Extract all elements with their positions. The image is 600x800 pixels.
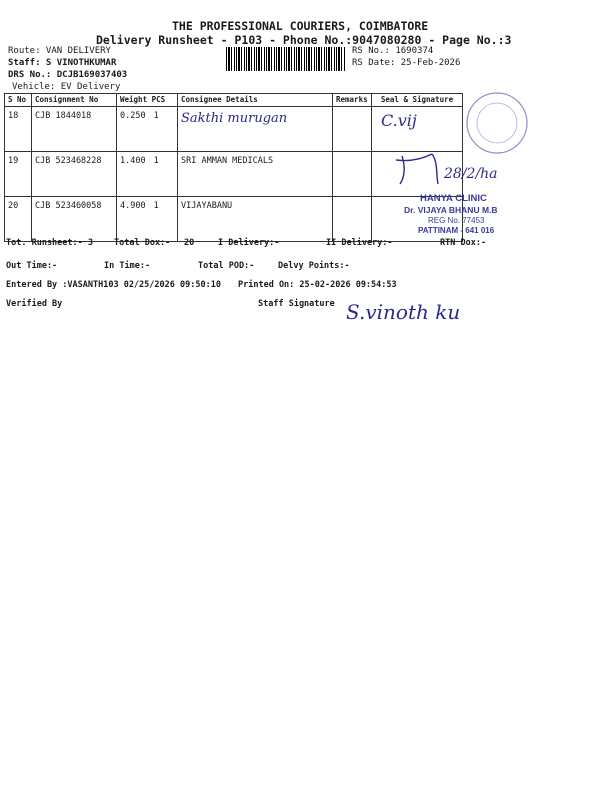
ii-delivery: II Delivery:- — [326, 238, 393, 248]
cell-weight: 4.900 — [120, 201, 146, 211]
round-seal — [462, 88, 532, 158]
staff-signature: S.vinoth ku — [346, 300, 461, 324]
handwritten-consignee: Sakthi murugan — [181, 111, 288, 126]
cell-consignee: VIJAYABANU — [178, 197, 333, 242]
col-seal-signature: Seal & Signature — [372, 94, 463, 107]
cell-weight-pcs — [117, 197, 178, 242]
cell-pcs: 1 — [153, 111, 159, 121]
barcode — [226, 47, 346, 71]
cell-consignee — [178, 107, 333, 152]
cell-consignee: SRI AMMAN MEDICALS — [178, 152, 333, 197]
rs-no: RS No.: 1690374 — [352, 46, 434, 56]
col-consignment: Consignment No — [32, 94, 117, 107]
printed-on: Printed On: 25-02-2026 09:54:53 — [238, 280, 397, 290]
col-weight-pcs: Weight PCS — [117, 94, 178, 107]
cell-pcs: 1 — [153, 156, 159, 166]
rs-date: RS Date: 25-Feb-2026 — [352, 58, 461, 68]
total-runsheet: Tot. Runsheet:- 3 — [6, 238, 93, 248]
cell-consignment: CJB 1844018 — [32, 107, 117, 152]
delvy-points: Delvy Points:- — [278, 261, 350, 271]
total-dox-label: Total Dox:- — [114, 238, 171, 248]
staff-signature-label: Staff Signature — [258, 299, 335, 309]
cell-weight-pcs — [117, 152, 178, 197]
cell-consignment: CJB 523460058 — [32, 197, 117, 242]
cell-signature — [372, 107, 463, 152]
handwritten-signature: C.vij — [381, 111, 417, 130]
entered-by: Entered By :VASANTH103 02/25/2026 09:50:10 — [6, 280, 221, 290]
handwritten-date: 28/2/ha — [444, 166, 498, 182]
runsheet-title: Delivery Runsheet - P103 - Phone No.:9047080280 - Page No.:3 — [96, 33, 512, 47]
cell-weight: 0.250 — [120, 111, 146, 121]
out-time: Out Time:- — [6, 261, 58, 271]
cell-weight: 1.400 — [120, 156, 146, 166]
total-pod: Total POD:- — [198, 261, 255, 271]
total-dox-value: 20 — [184, 238, 195, 248]
stamp-line-1: HANYA CLINIC — [420, 193, 487, 204]
route-label: Route: VAN DELIVERY — [8, 46, 111, 56]
cell-sno: 19 — [5, 152, 32, 197]
i-delivery: I Delivery:- — [218, 238, 280, 248]
verified-by: Verified By — [6, 299, 63, 309]
col-consignee: Consignee Details — [178, 94, 333, 107]
in-time: In Time:- — [104, 261, 151, 271]
cell-sno: 20 — [5, 197, 32, 242]
col-remarks: Remarks — [333, 94, 372, 107]
vehicle-label: Vehicle: EV Delivery — [12, 82, 121, 92]
table-row — [5, 197, 463, 242]
cell-sno: 18 — [5, 107, 32, 152]
cell-weight-pcs — [117, 107, 178, 152]
col-sno: S No — [5, 94, 32, 107]
table-header-row — [5, 94, 463, 107]
stamp-line-3: REG No. 77453 — [428, 216, 485, 225]
cell-remarks — [333, 152, 372, 197]
drs-label: DRS No.: DCJB169037403 — [8, 70, 128, 80]
cell-pcs: 1 — [153, 201, 159, 211]
cell-remarks — [333, 107, 372, 152]
cell-consignment: CJB 523468228 — [32, 152, 117, 197]
cell-remarks — [333, 197, 372, 242]
rtn-dox: RTN Dox:- — [440, 238, 487, 248]
company-title: THE PROFESSIONAL COURIERS, COIMBATORE — [172, 19, 429, 33]
stamp-line-2: Dr. VIJAYA BHANU M.B — [404, 205, 498, 215]
stamp-line-4: PATTINAM - 641 016 — [418, 226, 495, 235]
staff-label: Staff: S VINOTHKUMAR — [8, 58, 117, 68]
table-row — [5, 107, 463, 152]
